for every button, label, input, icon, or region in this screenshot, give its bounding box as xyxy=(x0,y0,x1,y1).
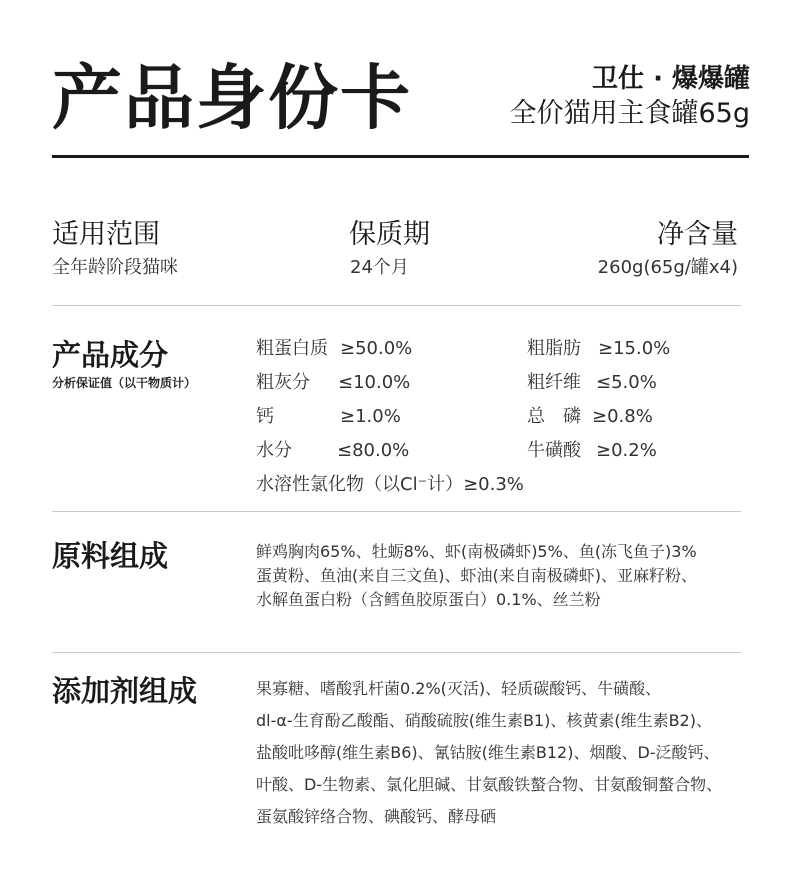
ingredients-line: 水解鱼蛋白粉（含鳕鱼胶原蛋白）0.1%、丝兰粉 xyxy=(256,590,601,609)
nutrient-name: 钙 xyxy=(256,406,274,427)
net-content-value: 260g(65g/罐x4) xyxy=(597,257,738,278)
ingredients-line: 鲜鸡胸肉65%、牡蛎8%、虾(南极磷虾)5%、鱼(冻飞鱼子)3% xyxy=(256,542,697,561)
section-divider xyxy=(52,652,741,653)
ingredients-line: 蛋黄粉、鱼油(来自三文鱼)、虾油(来自南极磷虾)、亚麻籽粉、 xyxy=(256,566,697,585)
nutrient-value: ≤5.0% xyxy=(596,372,657,393)
composition-note: 分析保证值（以干物质计） xyxy=(52,376,197,390)
nutrient-value: ≤80.0% xyxy=(337,440,410,461)
nutrient-name: 牛磺酸 xyxy=(527,440,581,461)
net-content-label: 净含量 xyxy=(657,219,738,250)
shelf-life-label: 保质期 xyxy=(349,219,430,250)
brand-name: 卫仕 · 爆爆罐 xyxy=(592,64,750,94)
ingredients-heading: 原料组成 xyxy=(52,539,169,573)
nutrient-value: ≥50.0% xyxy=(340,338,413,359)
nutrient-value: ≤10.0% xyxy=(338,372,411,393)
additives-heading: 添加剂组成 xyxy=(52,674,198,708)
additives-line: 叶酸、D-生物素、氯化胆碱、甘氨酸铁螯合物、甘氨酸铜螯合物、 xyxy=(256,775,723,794)
nutrient-value: ≥15.0% xyxy=(598,338,671,359)
page-title: 产品身份卡 xyxy=(52,57,412,139)
nutrient-name: 粗纤维 xyxy=(527,372,581,393)
nutrient-name: 总 磷 xyxy=(527,406,581,427)
composition-heading: 产品成分 xyxy=(52,338,169,372)
nutrient-chloride: 水溶性氯化物（以Cl⁻计）≥0.3% xyxy=(256,474,524,495)
product-name: 全价猫用主食罐65g xyxy=(509,98,750,129)
nutrient-value: ≥1.0% xyxy=(340,406,401,427)
additives-line: dl-α-生育酚乙酸酯、硝酸硫胺(维生素B1)、核黄素(维生素B2)、 xyxy=(256,711,712,730)
nutrient-name: 粗脂肪 xyxy=(527,338,581,359)
scope-label: 适用范围 xyxy=(52,219,160,250)
nutrient-name: 粗灰分 xyxy=(256,372,310,393)
section-divider xyxy=(52,511,741,512)
header-divider xyxy=(52,155,749,158)
additives-line: 蛋氨酸锌络合物、碘酸钙、酵母硒 xyxy=(256,807,497,826)
additives-line: 果寡糖、嗜酸乳杆菌0.2%(灭活)、轻质碳酸钙、牛磺酸、 xyxy=(256,679,662,698)
section-divider xyxy=(52,305,741,306)
nutrient-name: 水分 xyxy=(256,440,292,461)
shelf-life-value: 24个月 xyxy=(350,257,409,278)
nutrient-value: ≥0.2% xyxy=(596,440,657,461)
additives-line: 盐酸吡哆醇(维生素B6)、氰钴胺(维生素B12)、烟酸、D-泛酸钙、 xyxy=(256,743,720,762)
nutrient-name: 粗蛋白质 xyxy=(256,338,328,359)
scope-value: 全年龄阶段猫咪 xyxy=(52,257,178,278)
nutrient-value: ≥0.8% xyxy=(592,406,653,427)
